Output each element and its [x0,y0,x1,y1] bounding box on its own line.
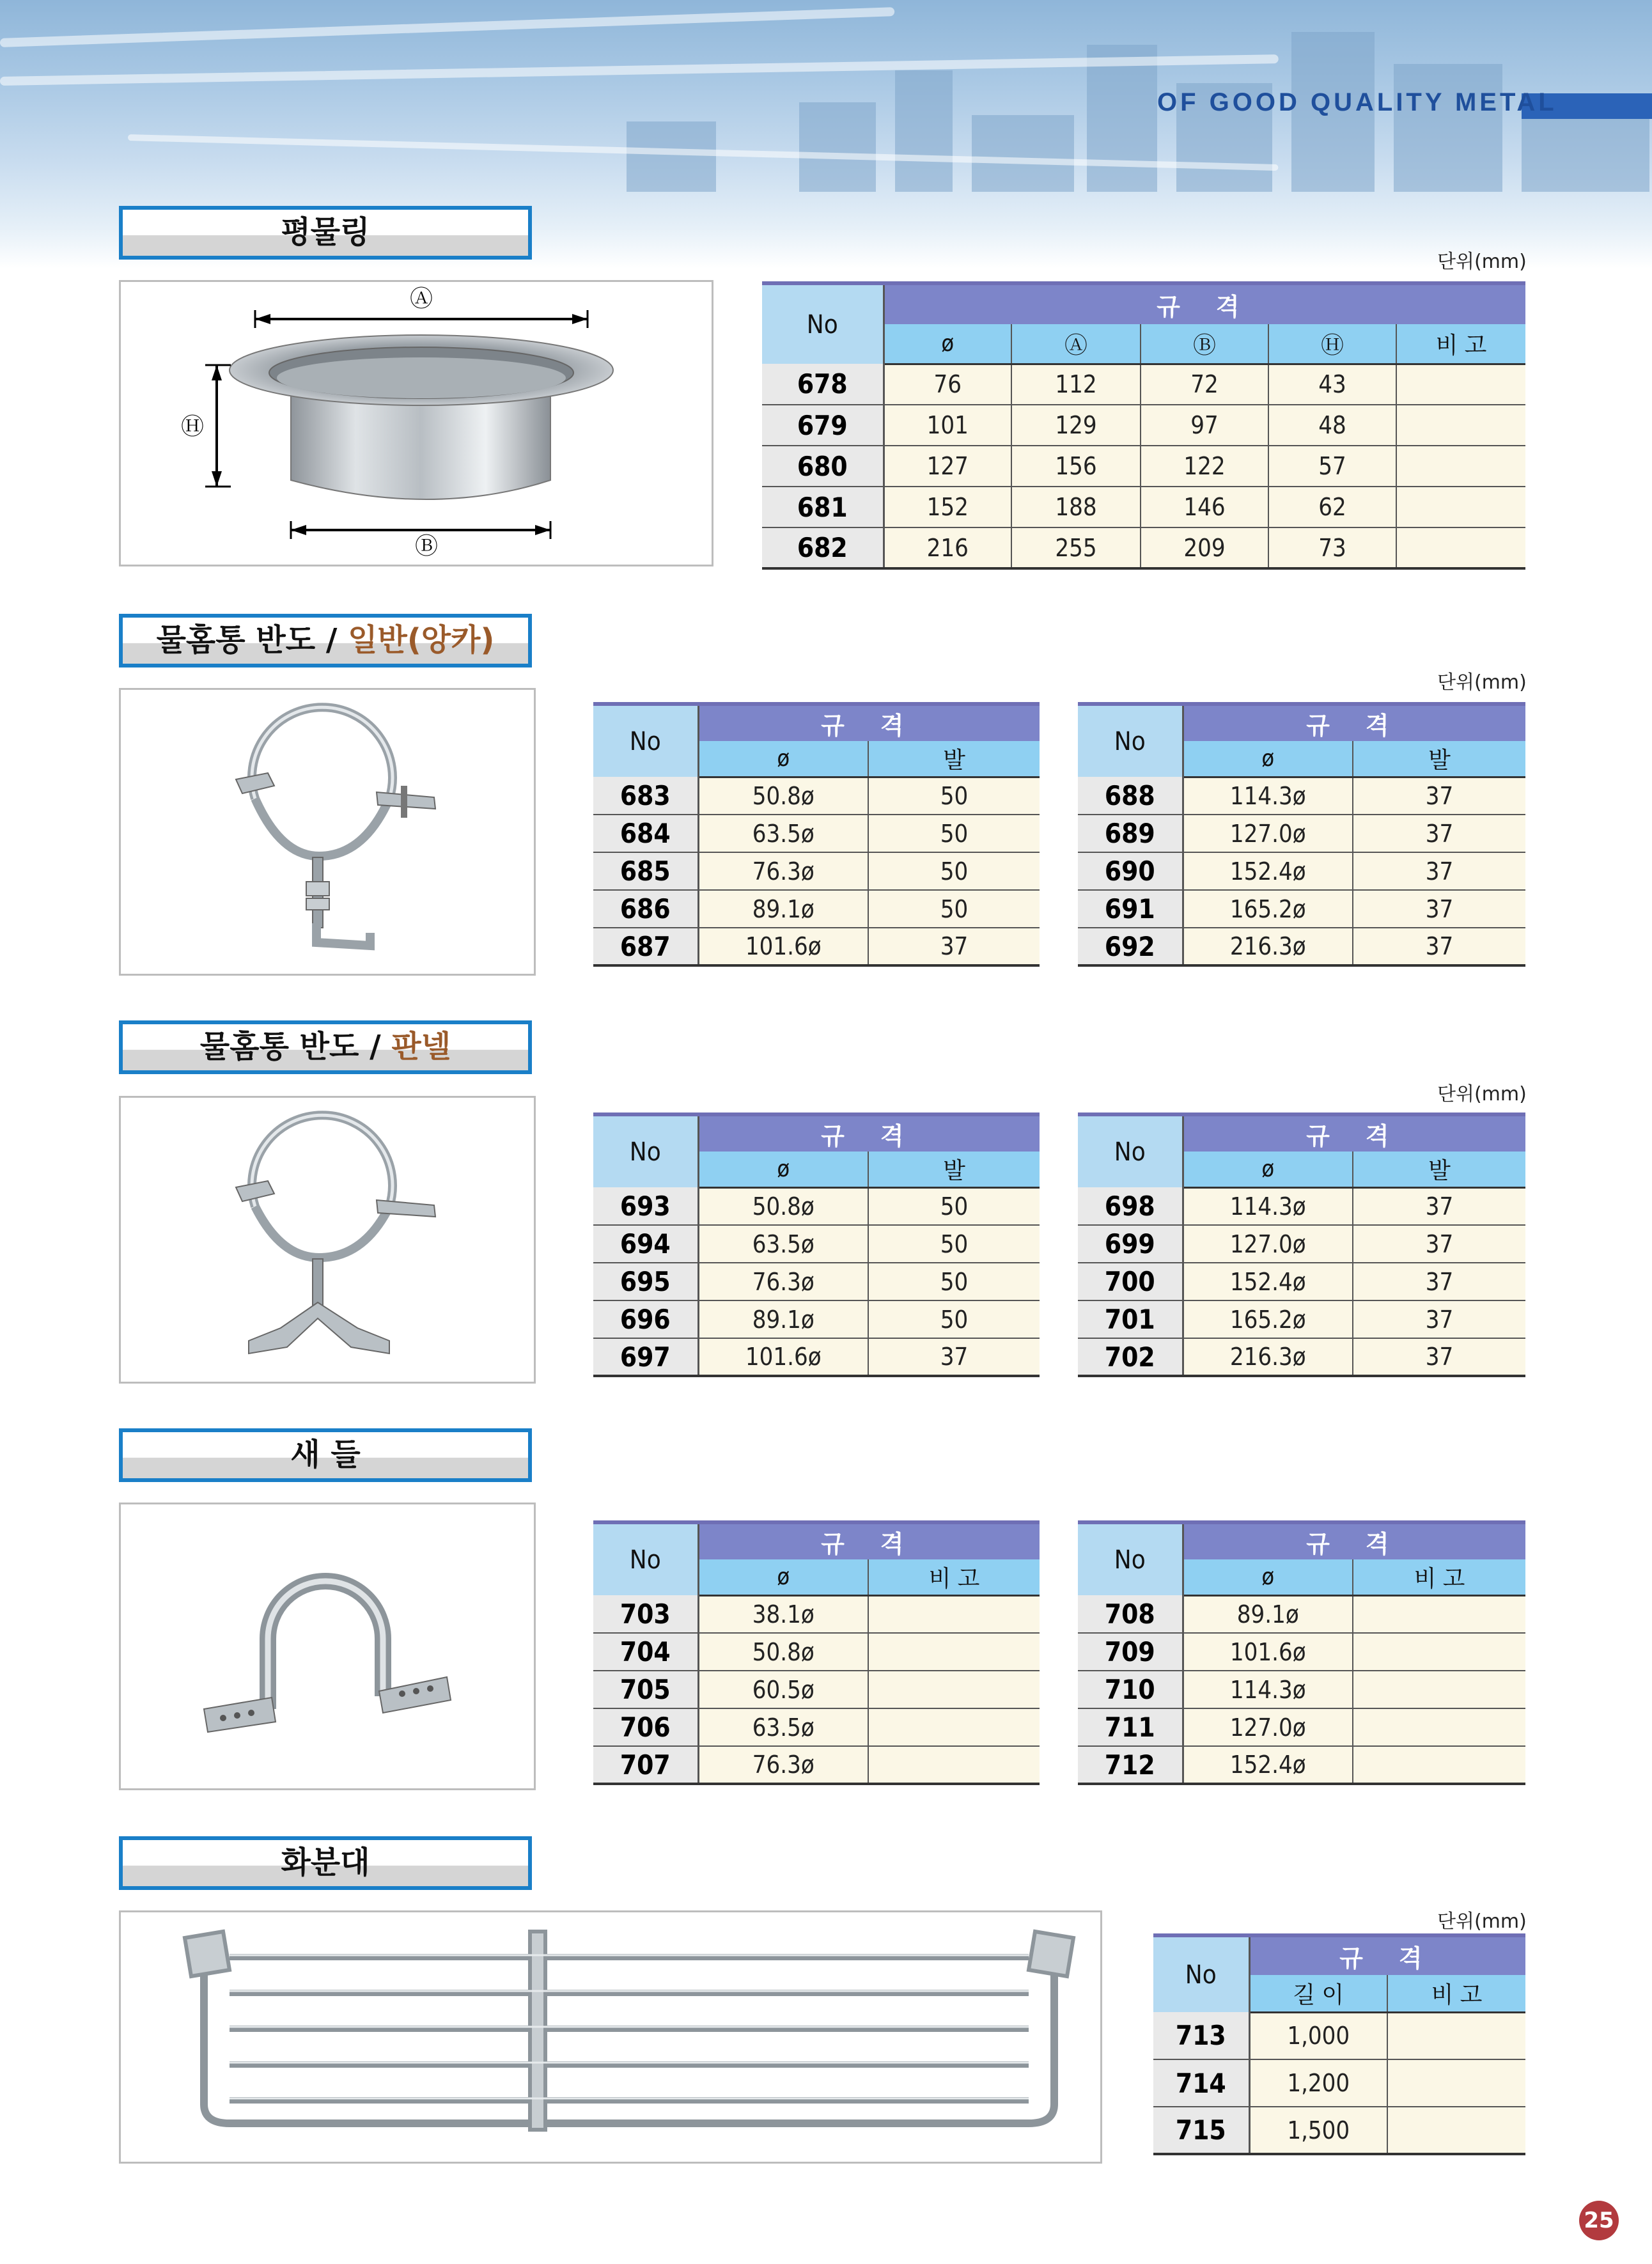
table-cell [1353,1708,1525,1746]
table-row [593,1633,1040,1671]
table-row [593,777,1040,815]
dim-label-b: Ⓑ [414,533,439,559]
table-cell [1387,2012,1525,2059]
table-row [1078,928,1525,965]
item-number: 711 [1078,1708,1183,1746]
table-row [1078,1671,1525,1708]
table-cell: 63.5ø [698,815,868,852]
section-title-text: 물홈통 반도 / [156,622,348,658]
table-cell [868,1746,1040,1784]
column-header: 비 고 [1387,1975,1525,2012]
item-number: 714 [1153,2059,1249,2107]
item-number: 682 [762,527,884,568]
pipe-clamp-anchor-illustration [121,690,534,974]
unit-label: 단위(mm) [1437,251,1527,273]
section-title-band-panel [119,1020,532,1074]
item-number: 715 [1153,2107,1249,2154]
item-number: 712 [1078,1746,1183,1784]
section-title-saddle [119,1428,532,1482]
column-header: ø [1183,1559,1353,1595]
table-cell: 37 [868,928,1040,965]
table-cell: 127.0ø [1183,1225,1353,1263]
table-cell: 101 [884,405,1011,446]
table-cell: 165.2ø [1183,1300,1353,1338]
item-number: 681 [762,487,884,527]
item-number: 703 [593,1595,698,1633]
spec-group-header: 규 격 [1183,704,1525,741]
table-cell: 63.5ø [698,1708,868,1746]
column-header: ø [1183,741,1353,777]
planter-photo [119,1910,1102,2164]
section-title-accent: 일반(앙카) [348,622,495,658]
table-row [1153,2107,1525,2154]
table-cell: 60.5ø [698,1671,868,1708]
table-cell [1396,527,1525,568]
table-cell: 255 [1011,527,1141,568]
no-header: No [762,283,884,364]
table-cell [1353,1671,1525,1708]
table-row [1078,890,1525,928]
table-row [593,1671,1040,1708]
column-header: ø [884,324,1011,364]
spec-group-header: 규 격 [1183,1114,1525,1152]
column-header: Ⓗ [1268,324,1396,364]
item-number: 683 [593,777,698,815]
table-cell: 89.1ø [1183,1595,1353,1633]
table-cell: 76.3ø [698,1746,868,1784]
table-cell: 129 [1011,405,1141,446]
table-cell [1353,1746,1525,1784]
spec-group-header: 규 격 [1249,1935,1525,1975]
table-cell: 152.4ø [1183,1263,1353,1300]
table-cell: 216.3ø [1183,928,1353,965]
item-number: 706 [593,1708,698,1746]
table-cell: 165.2ø [1183,890,1353,928]
table-cell: 1,000 [1249,2012,1387,2059]
item-number: 710 [1078,1671,1183,1708]
table-cell: 1,500 [1249,2107,1387,2154]
column-header: 길 이 [1249,1975,1387,2012]
table-cell: 63.5ø [698,1225,868,1263]
table-row [593,1187,1040,1225]
band-panel-photo [119,1096,536,1384]
item-number: 700 [1078,1263,1183,1300]
item-number: 691 [1078,890,1183,928]
table-row [593,1708,1040,1746]
table-row [593,890,1040,928]
table-row [762,527,1525,568]
page-number: 25 [1579,2201,1619,2240]
table-row [593,1746,1040,1784]
spec-group-header: 규 격 [884,283,1525,324]
table-row [1078,1300,1525,1338]
table-row [593,1263,1040,1300]
table-row [762,364,1525,405]
item-number: 699 [1078,1225,1183,1263]
table-cell: 37 [1353,1300,1525,1338]
table-cell: 112 [1011,364,1141,405]
column-header: 발 [868,741,1040,777]
table-cell [1396,405,1525,446]
table-row [762,446,1525,487]
section-title-ring [119,206,532,260]
no-header: No [1153,1935,1249,2012]
table-row [593,1595,1040,1633]
table-cell: 57 [1268,446,1396,487]
item-number: 713 [1153,2012,1249,2059]
saddle-right-table [1078,1520,1525,1785]
table-cell: 146 [1141,487,1268,527]
table-cell [868,1671,1040,1708]
table-row [593,928,1040,965]
table-cell: 101.6ø [698,1338,868,1376]
table-cell: 76 [884,364,1011,405]
table-cell: 50.8ø [698,1187,868,1225]
no-header: No [593,1522,698,1595]
table-cell: 127.0ø [1183,1708,1353,1746]
table-cell: 37 [1353,1263,1525,1300]
table-cell: 72 [1141,364,1268,405]
table-cell: 152 [884,487,1011,527]
table-cell: 50.8ø [698,777,868,815]
table-cell: 114.3ø [1183,1187,1353,1225]
pipe-clamp-panel-illustration [121,1098,534,1382]
table-row [1078,852,1525,890]
table-cell: 37 [1353,928,1525,965]
section-title-text: 평물링 [281,214,370,250]
column-header: 비 고 [868,1559,1040,1595]
table-cell: 37 [1353,777,1525,815]
column-header: 비 고 [1353,1559,1525,1595]
item-number: 686 [593,890,698,928]
table-cell: 37 [1353,1187,1525,1225]
header-tagline: OF GOOD QUALITY METAL [1157,88,1557,116]
table-cell: 37 [1353,815,1525,852]
section-title-text: 물홈통 반도 / [199,1029,392,1065]
table-cell: 50 [868,777,1040,815]
table-cell: 37 [1353,852,1525,890]
table-cell: 50.8ø [698,1633,868,1671]
table-cell: 50 [868,852,1040,890]
item-number: 678 [762,364,884,405]
saddle-left-table [593,1520,1040,1785]
table-row [1078,1708,1525,1746]
table-row [1078,1746,1525,1784]
item-number: 692 [1078,928,1183,965]
table-cell: 114.3ø [1183,777,1353,815]
table-cell: 127 [884,446,1011,487]
table-row [1078,1338,1525,1376]
table-cell: 48 [1268,405,1396,446]
planter-rack-illustration [121,1912,1100,2162]
table-row [1078,1633,1525,1671]
table-cell: 50 [868,815,1040,852]
item-number: 704 [593,1633,698,1671]
table-cell: 50 [868,1263,1040,1300]
table-cell [1387,2059,1525,2107]
flange-ring-illustration [121,282,712,565]
table-cell: 37 [1353,1225,1525,1263]
item-number: 690 [1078,852,1183,890]
section-title-accent: 판넬 [391,1029,451,1065]
column-header: 발 [868,1152,1040,1187]
table-row [1078,1187,1525,1225]
table-cell: 73 [1268,527,1396,568]
table-cell [1353,1633,1525,1671]
table-cell: 50 [868,890,1040,928]
table-cell [1387,2107,1525,2154]
saddle-clamp-illustration [121,1504,534,1788]
table-cell: 50 [868,1225,1040,1263]
table-cell: 89.1ø [698,1300,868,1338]
item-number: 693 [593,1187,698,1225]
no-header: No [1078,1522,1183,1595]
column-header: 발 [1353,1152,1525,1187]
table-cell [868,1633,1040,1671]
band-general-photo [119,688,536,976]
unit-label: 단위(mm) [1437,1083,1527,1105]
table-cell: 127.0ø [1183,815,1353,852]
table-cell: 216 [884,527,1011,568]
no-header: No [593,1114,698,1187]
section-title-text: 화분대 [281,1845,370,1880]
table-row [593,815,1040,852]
item-number: 697 [593,1338,698,1376]
no-header: No [593,704,698,777]
table-row [1078,815,1525,852]
item-number: 698 [1078,1187,1183,1225]
table-cell: 62 [1268,487,1396,527]
table-cell: 37 [1353,1338,1525,1376]
item-number: 707 [593,1746,698,1784]
table-cell: 50 [868,1187,1040,1225]
table-cell: 97 [1141,405,1268,446]
no-header: No [1078,704,1183,777]
column-header: 발 [1353,741,1525,777]
table-cell [1353,1595,1525,1633]
table-row [1078,1263,1525,1300]
table-cell: 76.3ø [698,852,868,890]
band-general-left-table [593,702,1040,967]
table-cell: 216.3ø [1183,1338,1353,1376]
table-cell: 37 [868,1338,1040,1376]
table-cell [1396,364,1525,405]
spec-group-header: 규 격 [698,1522,1040,1559]
section-title-planter [119,1836,532,1890]
item-number: 684 [593,815,698,852]
band-panel-right-table [1078,1112,1525,1377]
item-number: 702 [1078,1338,1183,1376]
table-cell [868,1708,1040,1746]
item-number: 680 [762,446,884,487]
spec-group-header: 규 격 [698,704,1040,741]
band-general-right-table [1078,702,1525,967]
section-title-text: 새 들 [290,1437,361,1472]
table-cell: 188 [1011,487,1141,527]
column-header: 비 고 [1396,324,1525,364]
table-row [593,852,1040,890]
table-row [762,487,1525,527]
column-header: Ⓐ [1011,324,1141,364]
table-cell: 152.4ø [1183,1746,1353,1784]
table-row [1153,2012,1525,2059]
ring-photo [119,280,713,566]
item-number: 708 [1078,1595,1183,1633]
table-cell: 156 [1011,446,1141,487]
table-row [1078,1225,1525,1263]
table-row [593,1300,1040,1338]
item-number: 705 [593,1671,698,1708]
item-number: 689 [1078,815,1183,852]
table-row [1078,1595,1525,1633]
saddle-photo [119,1503,536,1790]
table-cell [1396,487,1525,527]
ring-spec-table [762,281,1525,570]
table-row [1078,777,1525,815]
band-panel-left-table [593,1112,1040,1377]
table-cell [868,1595,1040,1633]
table-cell: 122 [1141,446,1268,487]
table-cell: 152.4ø [1183,852,1353,890]
section-title-band-general [119,614,532,667]
table-cell: 209 [1141,527,1268,568]
table-cell: 37 [1353,890,1525,928]
table-cell: 76.3ø [698,1263,868,1300]
table-row [593,1225,1040,1263]
item-number: 709 [1078,1633,1183,1671]
table-cell: 114.3ø [1183,1671,1353,1708]
item-number: 679 [762,405,884,446]
unit-label: 단위(mm) [1437,671,1527,694]
planter-spec-table [1153,1933,1525,2155]
table-cell: 38.1ø [698,1595,868,1633]
spec-group-header: 규 격 [698,1114,1040,1152]
table-cell: 1,200 [1249,2059,1387,2107]
table-row [762,405,1525,446]
column-header: ø [1183,1152,1353,1187]
column-header: ø [698,1559,868,1595]
item-number: 695 [593,1263,698,1300]
item-number: 696 [593,1300,698,1338]
table-cell: 89.1ø [698,890,868,928]
item-number: 688 [1078,777,1183,815]
column-header: Ⓑ [1141,324,1268,364]
item-number: 694 [593,1225,698,1263]
item-number: 685 [593,852,698,890]
table-row [593,1338,1040,1376]
table-cell: 43 [1268,364,1396,405]
unit-label: 단위(mm) [1437,1910,1527,1933]
dim-label-a: Ⓐ [409,286,433,312]
no-header: No [1078,1114,1183,1187]
spec-group-header: 규 격 [1183,1522,1525,1559]
table-cell [1396,446,1525,487]
table-row [1153,2059,1525,2107]
column-header: ø [698,741,868,777]
table-cell: 50 [868,1300,1040,1338]
table-cell: 101.6ø [1183,1633,1353,1671]
column-header: ø [698,1152,868,1187]
item-number: 701 [1078,1300,1183,1338]
dim-label-h: Ⓗ [180,414,205,440]
item-number: 687 [593,928,698,965]
table-cell: 101.6ø [698,928,868,965]
